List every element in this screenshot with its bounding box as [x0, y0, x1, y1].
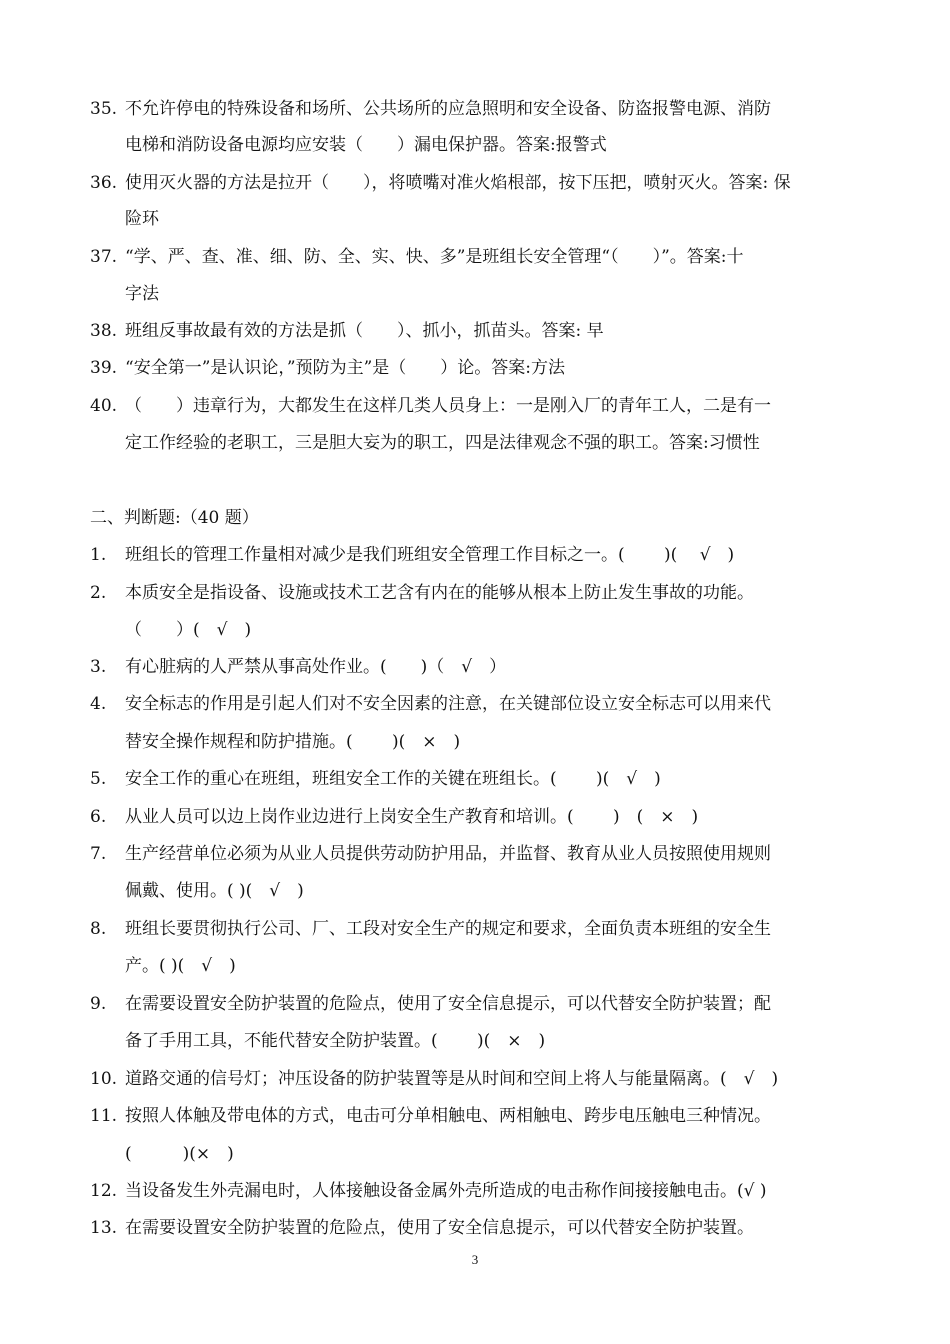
judge-11-line-1 [90, 1105, 880, 1127]
question-number: 6. [90, 807, 107, 827]
question-text: 在需要设置安全防护装置的危险点，使用了安全信息提示，可以代替安全防护装置；配 [125, 994, 771, 1014]
judge-4-line-2: 替安全操作规程和防护措施。( )( × ) [125, 732, 461, 752]
question-number: 12. [90, 1181, 118, 1201]
question-text: 在需要设置安全防护装置的危险点，使用了安全信息提示，可以代替安全防护装置。 [125, 1218, 754, 1238]
question-number: 39. [90, 358, 118, 378]
question-number: 11. [90, 1106, 118, 1126]
question-38 [90, 320, 880, 342]
question-text: 使用灭火器的方法是拉开（ ），将喷嘴对准火焰根部，按下压把，喷射灭火。答案: 保 [125, 173, 791, 193]
judge-7-line-2: 佩戴、使用。( )( √ ) [125, 881, 304, 901]
question-36-line-2: 险环 [125, 209, 159, 229]
judge-13 [90, 1217, 880, 1239]
question-number: 5. [90, 769, 107, 789]
question-text: 本质安全是指设备、设施或技术工艺含有内在的能够从根本上防止发生事故的功能。 [125, 583, 754, 603]
judge-9-line-1 [90, 993, 880, 1015]
judge-5 [90, 768, 880, 790]
question-text: 班组长的管理工作量相对减少是我们班组安全管理工作目标之一。( )( √ ) [125, 545, 735, 565]
judge-8-line-2: 产。( )( √ ) [125, 956, 236, 976]
question-text: “学、严、查、准、细、防、全、实、快、多”是班组长安全管理“（ ）”。答案:十 [125, 247, 744, 267]
judge-6 [90, 806, 880, 828]
question-number: 36. [90, 173, 118, 193]
question-number: 1. [90, 545, 107, 565]
question-text: 有心脏病的人严禁从事高处作业。( )（ √ ） [125, 657, 507, 677]
question-number: 37. [90, 247, 118, 267]
page-number: 3 [471, 1252, 479, 1267]
question-text: 生产经营单位必须为从业人员提供劳动防护用品，并监督、教育从业人员按照使用规则 [125, 844, 771, 864]
question-40-line-2: 定工作经验的老职工，三是胆大妄为的职工，四是法律观念不强的职工。答案:习惯性 [125, 433, 760, 453]
question-text: 安全工作的重心在班组，班组安全工作的关键在班组长。( )( √ ) [125, 769, 661, 789]
question-37-line-2: 字法 [125, 284, 159, 304]
judge-4-line-1 [90, 693, 880, 715]
judge-12 [90, 1180, 880, 1202]
question-36-line-1 [90, 172, 880, 194]
question-text: 当设备发生外壳漏电时，人体接触设备金属外壳所造成的电击称作间接接触电击。(√ ) [125, 1181, 767, 1201]
judge-11-line-2: ( )(× ) [125, 1144, 234, 1164]
judge-10 [90, 1068, 880, 1090]
question-number: 2. [90, 583, 107, 603]
question-text: “安全第一”是认识论，”预防为主”是（ ）论。答案:方法 [125, 358, 565, 378]
judge-1 [90, 544, 880, 566]
judge-3 [90, 656, 880, 678]
question-number: 9. [90, 994, 107, 1014]
question-text: 班组反事故最有效的方法是抓（ ）、抓小，抓苗头。答案: 早 [125, 321, 604, 341]
question-number: 8. [90, 919, 107, 939]
question-40-line-1 [90, 395, 880, 417]
question-number: 13. [90, 1218, 118, 1238]
judge-7-line-1 [90, 843, 880, 865]
judge-9-line-2: 备了手用工具，不能代替安全防护装置。( )( × ) [125, 1031, 546, 1051]
question-text: 不允许停电的特殊设备和场所、公共场所的应急照明和安全设备、防盗报警电源、消防 [125, 99, 771, 119]
question-text: （ ）违章行为，大都发生在这样几类人员身上：一是刚入厂的青年工人，二是有一 [125, 396, 771, 416]
question-text: 道路交通的信号灯；冲压设备的防护装置等是从时间和空间上将人与能量隔离。( √ ) [125, 1069, 779, 1089]
question-39 [90, 357, 880, 379]
question-text: 班组长要贯彻执行公司、厂、工段对安全生产的规定和要求，全面负责本班组的安全生 [125, 919, 771, 939]
question-number: 40. [90, 396, 118, 416]
question-number: 4. [90, 694, 107, 714]
question-text: 从业人员可以边上岗作业边进行上岗安全生产教育和培训。( ) ( × ) [125, 807, 699, 827]
question-35-line-1 [90, 98, 880, 120]
judge-8-line-1 [90, 918, 880, 940]
question-number: 10. [90, 1069, 118, 1089]
question-number: 35. [90, 99, 118, 119]
judge-2-line-2: （ ）( √ ) [125, 620, 252, 640]
question-text: 按照人体触及带电体的方式，电击可分单相触电、两相触电、跨步电压触电三种情况。 [125, 1106, 771, 1126]
question-number: 38. [90, 321, 118, 341]
question-number: 3. [90, 657, 107, 677]
question-text: 安全标志的作用是引起人们对不安全因素的注意，在关键部位设立安全标志可以用来代 [125, 694, 771, 714]
question-number: 7. [90, 844, 107, 864]
section-title: 二、判断题:（40 题） [90, 508, 259, 528]
question-35-line-2: 电梯和消防设备电源均应安装（ ）漏电保护器。答案:报警式 [125, 135, 607, 155]
judge-2-line-1 [90, 582, 880, 604]
question-37-line-1 [90, 246, 880, 268]
